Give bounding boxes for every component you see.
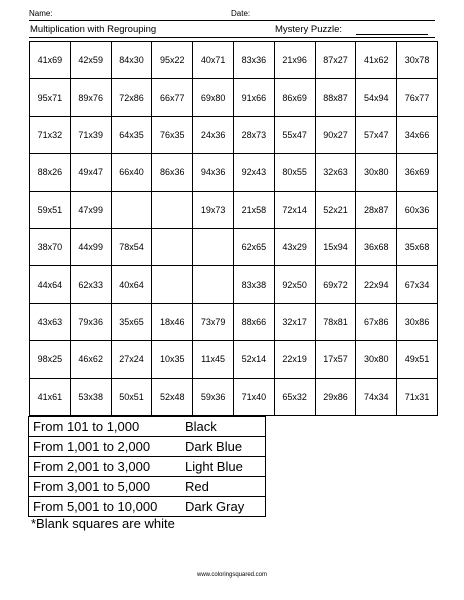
grid-cell[interactable]: 18x46 bbox=[152, 303, 193, 340]
header-divider bbox=[29, 20, 435, 21]
grid-cell[interactable] bbox=[152, 228, 193, 265]
grid-cell[interactable]: 41x69 bbox=[30, 42, 71, 79]
legend-range: From 2,001 to 3,000 bbox=[29, 457, 186, 477]
grid-cell[interactable]: 32x63 bbox=[315, 154, 356, 191]
mystery-puzzle-answer-line[interactable] bbox=[356, 34, 428, 35]
grid-cell[interactable]: 66x40 bbox=[111, 154, 152, 191]
grid-cell[interactable]: 67x86 bbox=[356, 303, 397, 340]
date-label: Date: bbox=[231, 9, 251, 18]
grid-cell[interactable]: 89x76 bbox=[70, 79, 111, 116]
legend-row bbox=[29, 437, 266, 457]
grid-cell[interactable]: 83x36 bbox=[233, 42, 274, 79]
grid-cell[interactable]: 27x24 bbox=[111, 341, 152, 378]
grid-cell[interactable]: 84x30 bbox=[111, 42, 152, 79]
legend-range: From 1,001 to 2,000 bbox=[29, 437, 186, 457]
grid-cell[interactable]: 78x54 bbox=[111, 228, 152, 265]
grid-cell[interactable]: 71x40 bbox=[233, 378, 274, 415]
legend-row bbox=[29, 417, 266, 437]
grid-cell[interactable]: 42x59 bbox=[70, 42, 111, 79]
grid-cell[interactable]: 67x34 bbox=[397, 266, 438, 303]
grid-cell[interactable]: 72x86 bbox=[111, 79, 152, 116]
grid-cell[interactable]: 59x51 bbox=[30, 191, 71, 228]
grid-cell[interactable]: 41x61 bbox=[30, 378, 71, 415]
grid-cell[interactable]: 30x78 bbox=[397, 42, 438, 79]
grid-cell[interactable]: 24x36 bbox=[193, 116, 234, 153]
grid-cell[interactable]: 52x48 bbox=[152, 378, 193, 415]
grid-cell[interactable]: 92x43 bbox=[233, 154, 274, 191]
grid-cell[interactable]: 71x31 bbox=[397, 378, 438, 415]
grid-cell[interactable]: 91x66 bbox=[233, 79, 274, 116]
title-divider bbox=[29, 37, 435, 38]
legend-color: Dark Gray bbox=[185, 497, 266, 517]
grid-cell[interactable]: 78x81 bbox=[315, 303, 356, 340]
legend-color: Light Blue bbox=[185, 457, 266, 477]
legend-range: From 5,001 to 10,000 bbox=[29, 497, 186, 517]
grid-cell[interactable]: 29x86 bbox=[315, 378, 356, 415]
grid-row bbox=[30, 154, 438, 191]
grid-cell[interactable]: 71x39 bbox=[70, 116, 111, 153]
grid-cell[interactable]: 43x63 bbox=[30, 303, 71, 340]
grid-cell[interactable]: 17x57 bbox=[315, 341, 356, 378]
grid-cell[interactable]: 86x69 bbox=[274, 79, 315, 116]
grid-cell[interactable]: 19x73 bbox=[193, 191, 234, 228]
grid-cell[interactable]: 49x47 bbox=[70, 154, 111, 191]
grid-cell[interactable]: 35x65 bbox=[111, 303, 152, 340]
grid-cell[interactable]: 95x22 bbox=[152, 42, 193, 79]
grid-cell[interactable]: 95x71 bbox=[30, 79, 71, 116]
grid-cell[interactable] bbox=[111, 191, 152, 228]
grid-cell[interactable]: 88x26 bbox=[30, 154, 71, 191]
grid-cell[interactable]: 60x36 bbox=[397, 191, 438, 228]
grid-cell[interactable]: 32x17 bbox=[274, 303, 315, 340]
footer-url: www.coloringsquared.com bbox=[196, 572, 268, 578]
grid-cell[interactable]: 87x27 bbox=[315, 42, 356, 79]
grid-cell[interactable]: 41x62 bbox=[356, 42, 397, 79]
grid-cell[interactable]: 57x47 bbox=[356, 116, 397, 153]
grid-cell[interactable]: 72x14 bbox=[274, 191, 315, 228]
grid-cell[interactable]: 62x65 bbox=[233, 228, 274, 265]
grid-cell[interactable]: 66x77 bbox=[152, 79, 193, 116]
grid-row bbox=[30, 42, 438, 79]
grid-row bbox=[30, 79, 438, 116]
grid-cell[interactable]: 86x36 bbox=[152, 154, 193, 191]
grid-cell[interactable]: 69x80 bbox=[193, 79, 234, 116]
grid-cell[interactable]: 36x68 bbox=[356, 228, 397, 265]
grid-cell[interactable]: 88x66 bbox=[233, 303, 274, 340]
grid-row bbox=[30, 266, 438, 303]
grid-cell[interactable]: 74x34 bbox=[356, 378, 397, 415]
grid-cell[interactable] bbox=[152, 191, 193, 228]
grid-cell[interactable]: 59x36 bbox=[193, 378, 234, 415]
grid-cell[interactable]: 10x35 bbox=[152, 341, 193, 378]
grid-cell[interactable]: 52x14 bbox=[233, 341, 274, 378]
grid-row bbox=[30, 341, 438, 378]
grid-cell[interactable]: 76x35 bbox=[152, 116, 193, 153]
grid-cell[interactable]: 64x35 bbox=[111, 116, 152, 153]
grid-cell[interactable]: 46x62 bbox=[70, 341, 111, 378]
grid-cell[interactable]: 22x19 bbox=[274, 341, 315, 378]
grid-cell[interactable] bbox=[193, 266, 234, 303]
grid-cell[interactable]: 40x71 bbox=[193, 42, 234, 79]
grid-cell[interactable]: 34x66 bbox=[397, 116, 438, 153]
grid-cell[interactable]: 47x99 bbox=[70, 191, 111, 228]
grid-row bbox=[30, 228, 438, 265]
grid-row bbox=[30, 303, 438, 340]
blank-squares-note: *Blank squares are white bbox=[31, 516, 175, 531]
grid-cell[interactable]: 21x58 bbox=[233, 191, 274, 228]
color-legend bbox=[28, 416, 266, 517]
legend-range: From 3,001 to 5,000 bbox=[29, 477, 186, 497]
grid-cell[interactable]: 52x21 bbox=[315, 191, 356, 228]
grid-cell[interactable]: 98x25 bbox=[30, 341, 71, 378]
grid-cell[interactable]: 90x27 bbox=[315, 116, 356, 153]
grid-cell[interactable]: 53x38 bbox=[70, 378, 111, 415]
grid-cell[interactable]: 35x68 bbox=[397, 228, 438, 265]
grid-cell[interactable]: 50x51 bbox=[111, 378, 152, 415]
legend-color: Red bbox=[185, 477, 266, 497]
grid-cell[interactable]: 88x87 bbox=[315, 79, 356, 116]
grid-row bbox=[30, 191, 438, 228]
grid-cell[interactable]: 71x32 bbox=[30, 116, 71, 153]
grid-cell[interactable]: 54x94 bbox=[356, 79, 397, 116]
grid-row bbox=[30, 116, 438, 153]
grid-cell[interactable]: 30x80 bbox=[356, 154, 397, 191]
grid-cell[interactable]: 40x64 bbox=[111, 266, 152, 303]
grid-cell[interactable] bbox=[152, 266, 193, 303]
grid-cell[interactable]: 38x70 bbox=[30, 228, 71, 265]
legend-range: From 101 to 1,000 bbox=[29, 417, 186, 437]
legend-color: Dark Blue bbox=[185, 437, 266, 457]
grid-cell[interactable]: 30x86 bbox=[397, 303, 438, 340]
grid-cell[interactable]: 11x45 bbox=[193, 341, 234, 378]
grid-cell[interactable]: 49x51 bbox=[397, 341, 438, 378]
grid-cell[interactable]: 28x73 bbox=[233, 116, 274, 153]
grid-cell[interactable]: 83x38 bbox=[233, 266, 274, 303]
grid-cell[interactable]: 44x64 bbox=[30, 266, 71, 303]
grid-cell[interactable]: 94x36 bbox=[193, 154, 234, 191]
grid-cell[interactable]: 36x69 bbox=[397, 154, 438, 191]
grid-cell[interactable]: 55x47 bbox=[274, 116, 315, 153]
grid-cell[interactable]: 15x94 bbox=[315, 228, 356, 265]
grid-cell[interactable]: 22x94 bbox=[356, 266, 397, 303]
legend-color: Black bbox=[185, 417, 266, 437]
grid-cell[interactable]: 28x87 bbox=[356, 191, 397, 228]
grid-cell[interactable]: 80x55 bbox=[274, 154, 315, 191]
grid-cell[interactable]: 73x79 bbox=[193, 303, 234, 340]
legend-row bbox=[29, 497, 266, 517]
grid-cell[interactable]: 44x99 bbox=[70, 228, 111, 265]
grid-cell[interactable]: 30x80 bbox=[356, 341, 397, 378]
grid-row bbox=[30, 378, 438, 415]
grid-cell[interactable]: 62x33 bbox=[70, 266, 111, 303]
grid-cell[interactable] bbox=[193, 228, 234, 265]
grid-cell[interactable]: 79x36 bbox=[70, 303, 111, 340]
grid-cell[interactable]: 69x72 bbox=[315, 266, 356, 303]
legend-row bbox=[29, 457, 266, 477]
name-label: Name: bbox=[29, 9, 53, 18]
multiplication-grid bbox=[29, 41, 438, 416]
grid-cell[interactable]: 65x32 bbox=[274, 378, 315, 415]
grid-cell[interactable]: 92x50 bbox=[274, 266, 315, 303]
mystery-puzzle-label: Mystery Puzzle: bbox=[275, 24, 343, 35]
grid-cell[interactable]: 76x77 bbox=[397, 79, 438, 116]
grid-cell[interactable]: 43x29 bbox=[274, 228, 315, 265]
worksheet-title: Multiplication with Regrouping bbox=[30, 24, 157, 35]
grid-cell[interactable]: 21x96 bbox=[274, 42, 315, 79]
legend-row bbox=[29, 477, 266, 497]
